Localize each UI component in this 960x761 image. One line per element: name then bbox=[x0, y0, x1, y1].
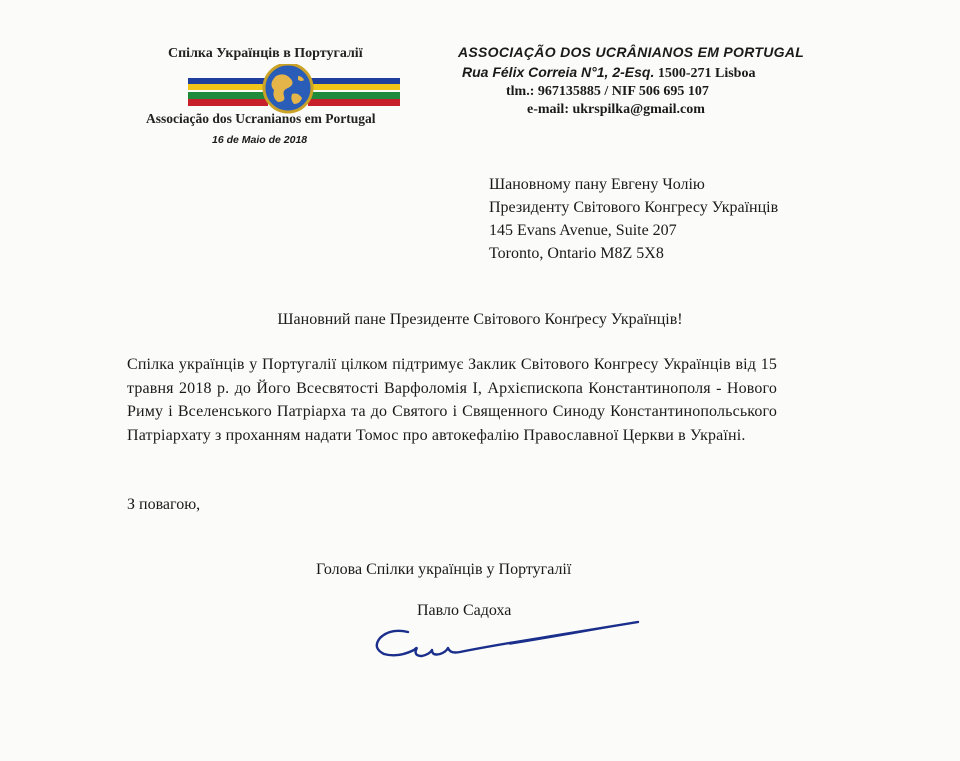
signature bbox=[360, 618, 650, 668]
logo-stripe-blue-left bbox=[188, 78, 268, 84]
signer-name: Павло Садоха bbox=[417, 602, 512, 619]
recipient-line: 145 Evans Avenue, Suite 207 bbox=[489, 222, 677, 239]
signer-title: Голова Спілки українців у Португалії bbox=[316, 561, 572, 578]
logo-stripe-blue-right bbox=[308, 78, 400, 84]
letter-body: Спілка українців у Португалії цілком підтримує Заклик Світового Конгресу Українців від 15 травня 2018 р. до Його Всесвятості Варфоломія I, Архієпископа Константинополя - Нового Риму і Вселенського Патріарха та до Святого і Священного Синоду Константинопольського Патріархату з проханням надати Томос про автокефалію Православної Церкви в Україні. bbox=[127, 356, 777, 444]
recipient-line: Шановному пану Евгену Чолію bbox=[489, 176, 705, 193]
address-street: Rua Félix Correia N°1, 2-Esq. bbox=[462, 64, 655, 80]
address-city: 1500-271 Lisboa bbox=[657, 66, 756, 81]
organization-email: e-mail: ukrspilka@gmail.com bbox=[527, 102, 705, 117]
letter-date: 16 de Maio de 2018 bbox=[212, 134, 308, 146]
recipient-line: Президенту Світового Конгресу Українців bbox=[489, 199, 779, 216]
logo-title: Спілка Українців в Португалії bbox=[168, 46, 363, 61]
logo-stripe-green-right bbox=[308, 92, 400, 99]
organization-name: ASSOCIAÇÃO DOS UCRÂNIANOS EM PORTUGAL bbox=[458, 44, 805, 60]
logo-stripe-red-right bbox=[308, 99, 400, 106]
logo-stripe-yellow-left bbox=[188, 84, 268, 90]
logo-stripe-green-left bbox=[188, 92, 268, 99]
recipient-line: Toronto, Ontario M8Z 5X8 bbox=[489, 245, 664, 262]
logo-subtitle: Associação dos Ucranianos em Portugal bbox=[146, 111, 376, 126]
logo-stripe-yellow-right bbox=[308, 84, 400, 90]
organization-address bbox=[462, 64, 755, 82]
logo-stripe-red-left bbox=[188, 99, 268, 106]
organization-phone: tlm.: 967135885 / NIF 506 695 107 bbox=[506, 84, 709, 99]
salutation: Шановний пане Президенте Світового Конґресу Українців! bbox=[277, 311, 683, 328]
closing: З повагою, bbox=[127, 496, 201, 513]
recipient-address bbox=[489, 173, 778, 265]
organization-logo bbox=[188, 64, 400, 114]
